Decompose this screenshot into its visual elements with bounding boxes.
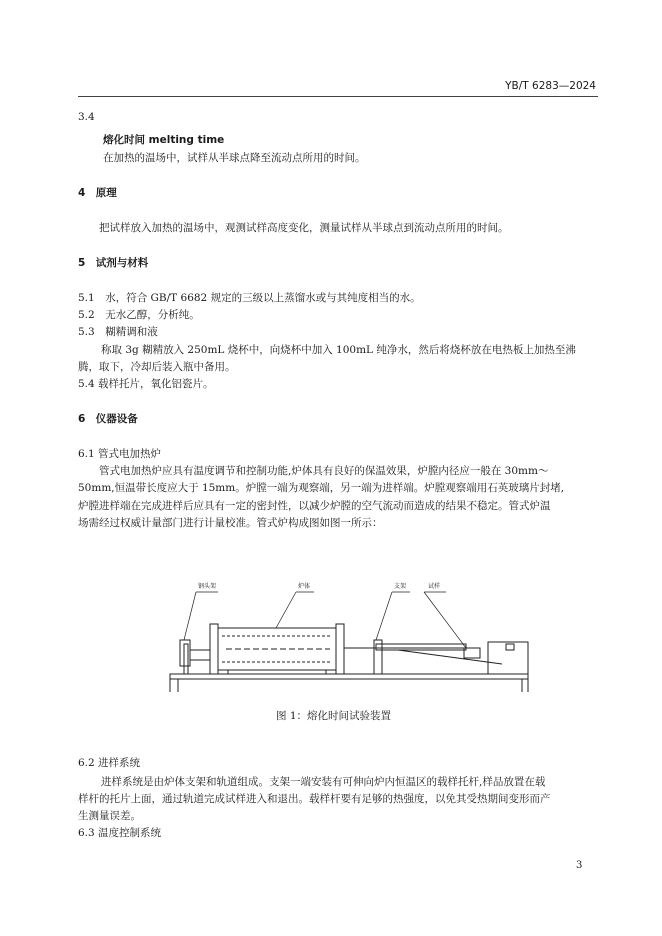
figure-label-head-frame: 钢头架 [198, 583, 217, 590]
section-5-2: 5.2 无水乙醇，分析纯。 [78, 309, 200, 321]
section-5-1: 5.1 水，符合 GB/T 6682 规定的三级以上蒸馏水或与其纯度相当的水。 [78, 292, 421, 304]
control-indicator [506, 644, 514, 650]
figure-caption: 图 1：熔化时间试验装置 [276, 710, 392, 722]
section-6-1-line-4: 场需经过权威计量部门进行计量校准。管式炉构成图如图一所示： [78, 517, 383, 529]
section-3-4-number: 3.4 [78, 111, 95, 123]
section-6-1-line-2: 50mm,恒温带长度应大于 15mm。炉膛一端为观察端，另一端为进样端。炉膛观察端用石英玻璃片封堵, [78, 482, 565, 494]
page-number: 3 [576, 860, 583, 871]
section-4-body: 把试样放入加热的温场中，观测试样高度变化，测量试样从半球点到流动点所用的时间。 [99, 222, 509, 234]
base-rail [170, 674, 528, 679]
section-6-1-heading: 6.1 管式电加热炉 [78, 448, 162, 460]
support-post [374, 640, 382, 674]
section-6-2-heading: 6.2 进样系统 [78, 757, 141, 769]
section-6-2-line-1: 进样系统是由炉体支架和轨道组成。支架一端安装有可伸向炉内恒温区的载样托杆,样品放置在载 [101, 776, 546, 788]
section-6-2-line-2: 样杆的托片上面，通过轨道完成试样进入和退出。载样杆要有足够的热强度，以免其受热期间变形而产 [78, 793, 551, 805]
section-5-3-body-line-2: 腾，取下，冷却后装入瓶中备用。 [78, 361, 236, 373]
section-5-heading: 5 试剂与材料 [78, 257, 149, 269]
section-5-3: 5.3 糊精调和液 [78, 326, 158, 338]
section-5-4: 5.4 载样托片，氧化铝瓷片。 [78, 378, 214, 390]
section-6-1-line-3: 炉膛进样端在完成进样后应具有一定的密封性，以减少炉膛的空气流动而造成的结果不稳定。管式炉温 [78, 500, 551, 512]
section-6-1-line-1: 管式电加热炉应具有温度调节和控制功能,炉体具有良好的保温效果，炉膛内径应一般在 30mm～ [99, 465, 549, 477]
standard-code: YB/T 6283—2024 [505, 80, 596, 92]
section-6-3-heading: 6.3 温度控制系统 [78, 827, 162, 839]
sample-holder-rod [376, 644, 466, 650]
right-flange [336, 624, 344, 674]
section-6-heading: 6 仪器设备 [78, 413, 138, 425]
figure-label-sample: 试样 [428, 583, 441, 590]
section-5-3-body-line-1: 称取 3g 糊精放入 250mL 烧杯中，向烧杯中加入 100mL 纯净水，然后将烧杯放在电热板上加热至沸 [101, 344, 576, 356]
term-title: 熔化时间 melting time [103, 134, 225, 146]
section-4-heading: 4 原理 [78, 187, 117, 199]
section-6-2-line-3: 生测量误差。 [78, 810, 141, 822]
header-rule [78, 96, 598, 97]
furnace-apparatus-figure [166, 578, 536, 698]
control-box [488, 642, 528, 674]
figure-drawing [170, 592, 528, 692]
figure-label-furnace: 炉体 [298, 583, 311, 590]
figure-label-support: 支架 [394, 583, 407, 590]
term-definition: 在加热的温场中，试样从半球点降至流动点所用的时间。 [103, 152, 366, 164]
head-frame-post [184, 644, 188, 674]
left-flange [210, 624, 218, 674]
